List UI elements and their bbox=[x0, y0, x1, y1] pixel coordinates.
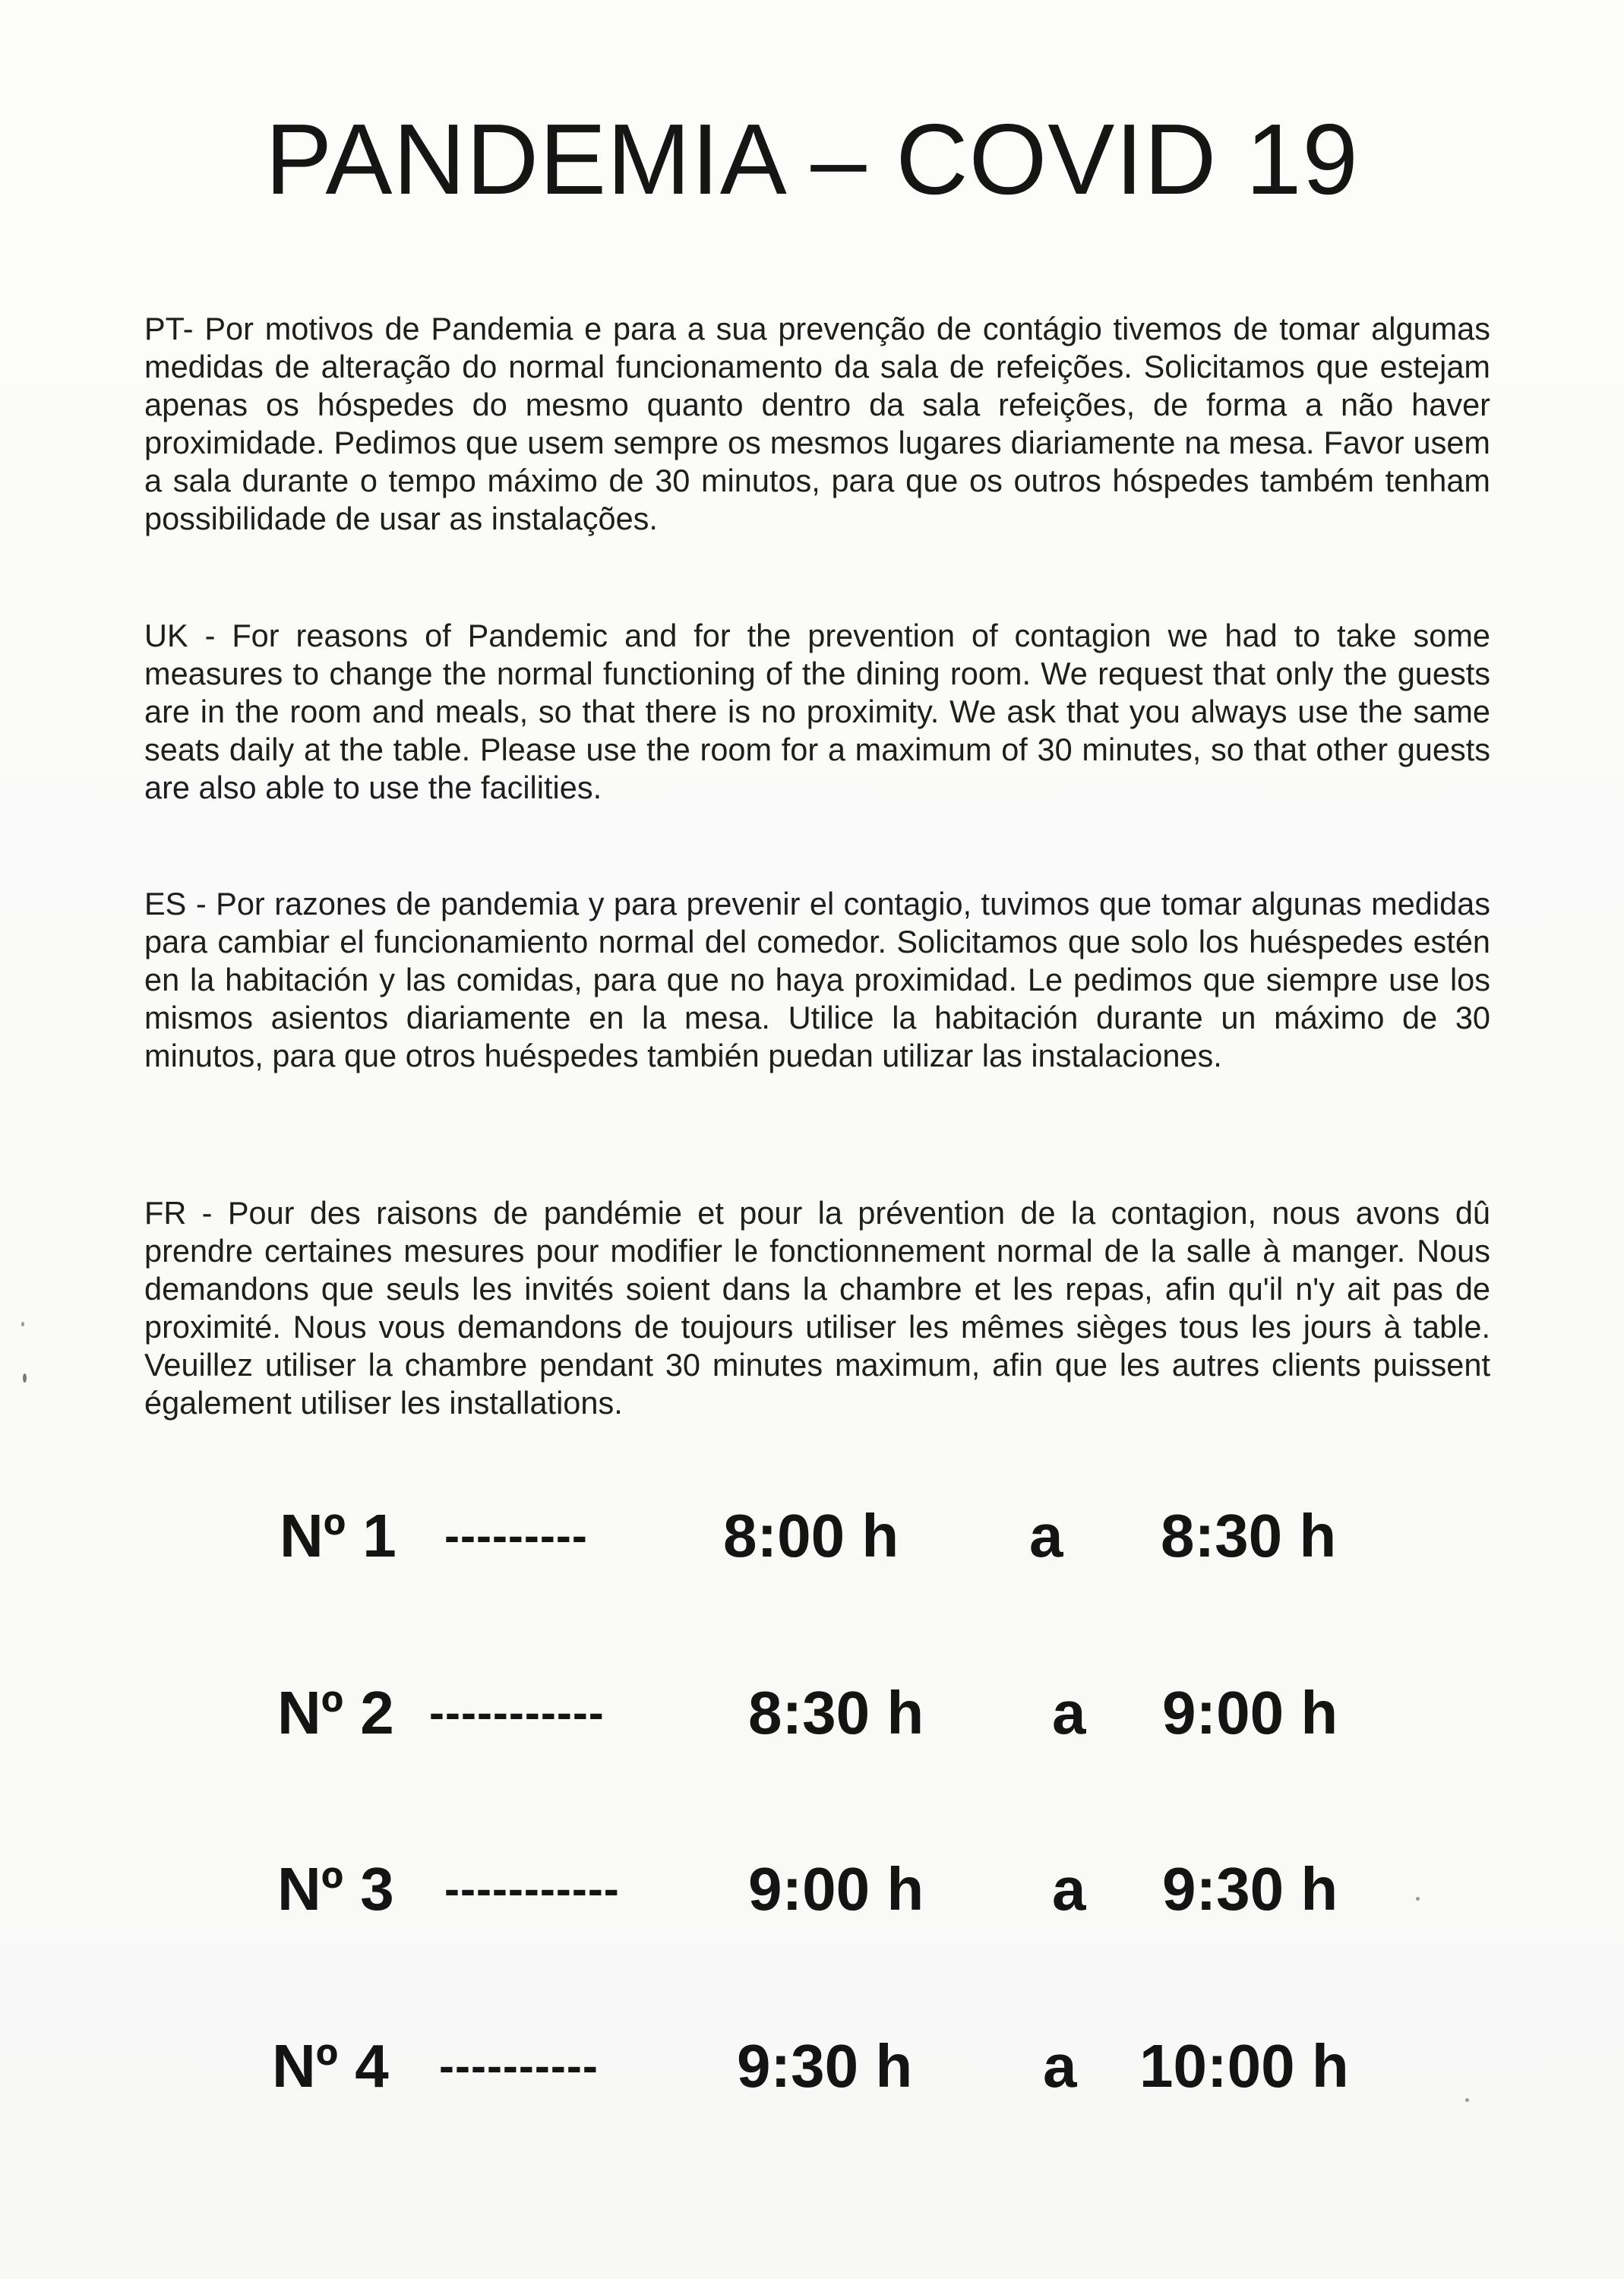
schedule-end-time: 8:30 h bbox=[1161, 1502, 1337, 1569]
schedule-start-time: 9:00 h bbox=[748, 1855, 924, 1923]
schedule-dashes: ----------- bbox=[429, 1687, 605, 1738]
schedule-dashes: ---------- bbox=[439, 2040, 599, 2091]
schedule-separator: a bbox=[1052, 1679, 1086, 1746]
schedule-end-time: 9:00 h bbox=[1162, 1679, 1338, 1746]
page-title: PANDEMIA – COVID 19 bbox=[265, 103, 1359, 215]
paragraph-pt: PT- Por motivos de Pandemia e para a sua prevenção de contágio tivemos de tomar algumas medidas de alteração do normal funcionamento da sala de refeições. Solicitamos que estejam apenas os hóspedes do mesmo quanto dentro da sala refeições, de forma a não haver proximidade. Pedimos que usem sempre os mesmos lugares diariamente na mesa. Favor usem a sala durante o tempo máximo de 30 minutos, para que os outros hóspedes também tenham possibilidade de usar as instalações. bbox=[144, 311, 1490, 536]
schedule-start-time: 9:30 h bbox=[737, 2032, 913, 2100]
schedule-end-time: 10:00 h bbox=[1139, 2032, 1349, 2100]
scan-speck bbox=[1416, 1897, 1420, 1901]
schedule-separator: a bbox=[1029, 1502, 1063, 1569]
schedule-number: Nº 1 bbox=[280, 1502, 397, 1569]
schedule-number: Nº 4 bbox=[272, 2032, 389, 2100]
scan-speck bbox=[21, 1322, 24, 1326]
schedule-separator: a bbox=[1052, 1855, 1086, 1923]
schedule-row-3 bbox=[0, 1848, 1624, 1931]
scan-speck bbox=[1465, 2098, 1469, 2102]
schedule-number: Nº 3 bbox=[277, 1855, 394, 1923]
paragraph-fr: FR - Pour des raisons de pandémie et pour la prévention de la contagion, nous avons dû prendre certaines mesures pour modifier le fonctionnement normal de la salle à manger. Nous demandons que seuls les invités soient dans la chambre et les repas, afin qu'il n'y ait pas de proximité. Nous vous demandons de toujours utiliser les mêmes sièges tous les jours à table. Veuillez utiliser la chambre pendant 30 minutes maximum, afin que les autres clients puissent également utiliser les installations. bbox=[144, 1195, 1490, 1421]
paragraph-uk: UK - For reasons of Pandemic and for the prevention of contagion we had to take some measures to change the normal functioning of the dining room. We request that only the guests are in the room and meals, so that there is no proximity. We ask that you always use the same seats daily at the table. Please use the room for a maximum of 30 minutes, so that other guests are also able to use the facilities. bbox=[144, 618, 1490, 805]
schedule-row-2 bbox=[0, 1671, 1624, 1755]
schedule-number: Nº 2 bbox=[277, 1679, 394, 1746]
paragraph-es: ES - Por razones de pandemia y para prevenir el contagio, tuvimos que tomar algunas medidas para cambiar el funcionamiento normal del comedor. Solicitamos que solo los huéspedes estén en la habitación y las comidas, para que no haya proximidad. Le pedimos que siempre use los mismos asientos diariamente en la mesa. Utilice la habitación durante un máximo de 30 minutos, para que otros huéspedes también puedan utilizar las instalaciones. bbox=[144, 886, 1490, 1073]
schedule-end-time: 9:30 h bbox=[1162, 1855, 1338, 1923]
schedule-start-time: 8:00 h bbox=[723, 1502, 899, 1569]
schedule-row-4 bbox=[0, 2025, 1624, 2108]
scan-speck bbox=[23, 1373, 27, 1383]
schedule-dashes: ----------- bbox=[444, 1863, 620, 1914]
schedule-dashes: --------- bbox=[444, 1510, 588, 1561]
schedule-start-time: 8:30 h bbox=[748, 1679, 924, 1746]
schedule-row-1 bbox=[0, 1494, 1624, 1578]
schedule-separator: a bbox=[1043, 2032, 1077, 2100]
